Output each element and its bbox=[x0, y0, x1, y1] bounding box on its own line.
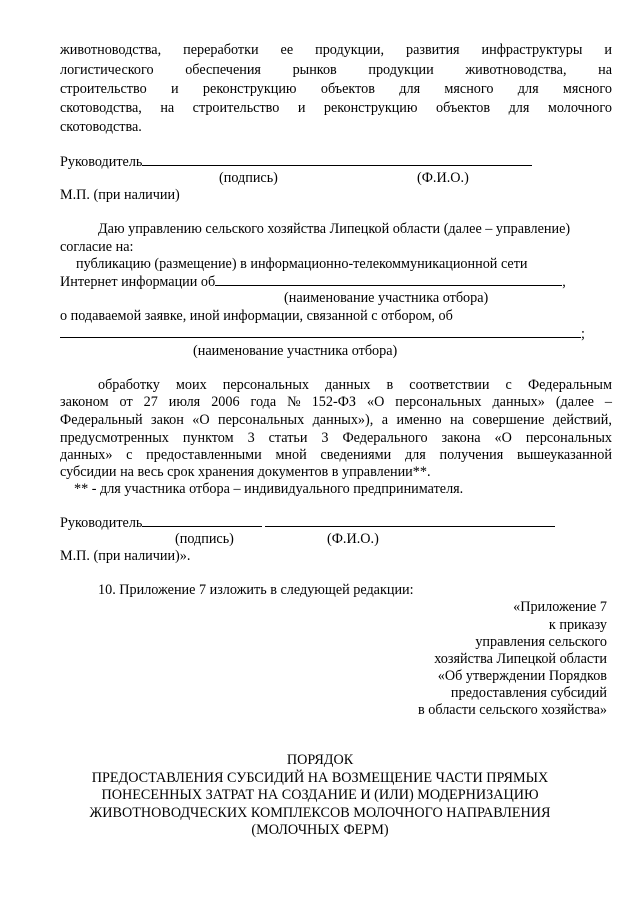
word: с bbox=[126, 447, 133, 463]
word: предоставленными bbox=[146, 447, 262, 463]
word: обработку bbox=[98, 377, 160, 393]
word: мясного bbox=[562, 81, 612, 97]
word: обеспечения bbox=[185, 62, 261, 78]
consent-line-1: Даю управлению сельского хозяйства Липецкой области (далее – управление) bbox=[98, 221, 571, 237]
podpis-caption: (подпись) bbox=[175, 531, 234, 547]
word: животноводства, bbox=[60, 42, 162, 58]
word: 3 bbox=[321, 430, 329, 446]
participant-name-blank-2 bbox=[60, 325, 581, 338]
word: (далее bbox=[555, 394, 594, 410]
word: с bbox=[505, 377, 512, 393]
appendix-line-1: «Приложение 7 bbox=[513, 599, 607, 615]
participant-caption-2: (наименование участника отбора) bbox=[193, 343, 398, 359]
paragraph-2-line-5 bbox=[60, 447, 612, 464]
word: 2006 bbox=[211, 394, 240, 410]
word: молочного bbox=[547, 100, 612, 116]
heading-line-2: ПРЕДОСТАВЛЕНИЯ СУБСИДИЙ НА ВОЗМЕЩЕНИЕ ЧАСТИ ПРЯМЫХ bbox=[91, 770, 549, 786]
word: именно bbox=[396, 412, 442, 428]
word: 27 bbox=[143, 394, 158, 410]
word: объектов bbox=[435, 100, 491, 116]
word: статьи bbox=[268, 430, 308, 446]
word: совершение bbox=[472, 412, 545, 428]
word: животноводства, bbox=[465, 62, 567, 78]
word: года bbox=[250, 394, 277, 410]
word: Федеральным bbox=[527, 377, 612, 393]
item-10: 10. Приложение 7 изложить в следующей редакции: bbox=[98, 582, 414, 598]
word: логистического bbox=[60, 62, 154, 78]
consent-line-4 bbox=[60, 273, 566, 291]
paragraph-2-line-6: субсидии на весь срок хранения документов в управлении**. bbox=[60, 464, 431, 480]
word: закон bbox=[151, 412, 184, 428]
word: для bbox=[399, 81, 421, 97]
appendix-line-6: предоставления субсидий bbox=[450, 685, 607, 701]
word: на bbox=[450, 412, 464, 428]
word: закона bbox=[441, 430, 481, 446]
consent-line-2: согласие на: bbox=[60, 239, 134, 255]
word: данных»), bbox=[312, 412, 374, 428]
fio-caption: (Ф.И.О.) bbox=[327, 531, 379, 547]
word: мной bbox=[275, 447, 307, 463]
consent-line-7 bbox=[60, 325, 585, 343]
word: развития bbox=[405, 42, 460, 58]
word: переработки bbox=[183, 42, 259, 58]
word: инфраструктуры bbox=[481, 42, 583, 58]
word: строительство bbox=[60, 81, 147, 97]
appendix-line-5: «Об утверждении Порядков bbox=[437, 668, 607, 684]
word: соответствии bbox=[409, 377, 490, 393]
word: персональных bbox=[222, 377, 309, 393]
word: и bbox=[604, 42, 612, 58]
stamp-note: М.П. (при наличии)». bbox=[60, 548, 191, 564]
paragraph-1-line-2 bbox=[60, 62, 612, 79]
appendix-line-7: в области сельского хозяйства» bbox=[418, 702, 607, 718]
paragraph-2-line-2 bbox=[60, 394, 612, 411]
heading-line-3: ПОНЕСЕННЫХ ЗАТРАТ НА СОЗДАНИЕ И (ИЛИ) МОДЕРНИЗАЦИЮ bbox=[101, 787, 539, 803]
word: предусмотренных bbox=[60, 430, 169, 446]
word: для bbox=[508, 100, 530, 116]
paragraph-1-line-4 bbox=[60, 100, 612, 117]
paragraph-2-line-3 bbox=[60, 412, 612, 429]
paragraph-1-line-1 bbox=[60, 42, 612, 59]
word: а bbox=[381, 412, 389, 428]
word: июля bbox=[168, 394, 201, 410]
word: и bbox=[171, 81, 179, 97]
word: моих bbox=[175, 377, 207, 393]
consent-line-3: публикацию (размещение) в информационно-телекоммуникационной сети bbox=[76, 256, 528, 272]
name-blank bbox=[306, 153, 532, 166]
signature-head: Руководитель bbox=[60, 154, 143, 170]
word: получения bbox=[439, 447, 504, 463]
paragraph-2-line-1 bbox=[98, 377, 612, 394]
word: ее bbox=[280, 42, 294, 58]
word: строительство bbox=[192, 100, 280, 116]
word: продукции bbox=[368, 62, 434, 78]
word: в bbox=[386, 377, 394, 393]
word: данных» bbox=[492, 394, 545, 410]
word: реконструкцию bbox=[323, 100, 418, 116]
footnote: ** - для участника отбора – индивидуального предпринимателя. bbox=[74, 481, 464, 497]
word: данных bbox=[325, 377, 371, 393]
heading-line-4: ЖИВОТНОВОДЧЕСКИХ КОМПЛЕКСОВ МОЛОЧНОГО НАПРАВЛЕНИЯ bbox=[89, 805, 551, 821]
appendix-line-4: хозяйства Липецкой области bbox=[434, 651, 607, 667]
word: персональных bbox=[525, 430, 612, 446]
name-blank bbox=[265, 514, 555, 527]
heading-line-1: ПОРЯДОК bbox=[286, 752, 354, 768]
signature-line-1 bbox=[60, 153, 532, 171]
word: мясного bbox=[444, 81, 494, 97]
signature-head: Руководитель bbox=[60, 515, 143, 531]
word: продукции, bbox=[315, 42, 385, 58]
word: данных» bbox=[60, 447, 113, 463]
word: действий, bbox=[552, 412, 612, 428]
word: на bbox=[160, 100, 175, 116]
paragraph-1-line-3 bbox=[60, 81, 612, 98]
heading-line-5: (МОЛОЧНЫХ ФЕРМ) bbox=[251, 822, 389, 838]
word: и bbox=[297, 100, 306, 116]
paragraph-2-line-4 bbox=[60, 430, 612, 447]
fio-caption: (Ф.И.О.) bbox=[417, 170, 469, 186]
word: для bbox=[404, 447, 426, 463]
participant-name-blank bbox=[215, 273, 562, 286]
word: – bbox=[604, 394, 612, 410]
word: «О bbox=[366, 394, 385, 410]
signature-blank bbox=[142, 153, 306, 166]
word: «О bbox=[494, 430, 512, 446]
word: «О bbox=[192, 412, 210, 428]
word: Федерального bbox=[342, 430, 428, 446]
word: рынков bbox=[292, 62, 337, 78]
signature-line-2 bbox=[60, 514, 555, 532]
word: скотоводства, bbox=[60, 100, 142, 116]
word: сведениями bbox=[320, 447, 392, 463]
signature-blank bbox=[142, 514, 262, 527]
word: вышеуказанной bbox=[517, 447, 612, 463]
consent-line-6: о подаваемой заявке, иной информации, связанной с отбором, об bbox=[60, 308, 453, 324]
podpis-caption: (подпись) bbox=[219, 170, 278, 186]
consent-line-4-text: Интернет информации об bbox=[60, 274, 216, 290]
participant-caption: (наименование участника отбора) bbox=[284, 290, 489, 306]
word: персональных bbox=[395, 394, 482, 410]
comma: , bbox=[562, 274, 566, 290]
word: Федеральный bbox=[60, 412, 143, 428]
word: № bbox=[287, 394, 301, 410]
appendix-line-2: к приказу bbox=[548, 617, 607, 633]
appendix-line-3: управления сельского bbox=[475, 634, 607, 650]
semicolon: ; bbox=[581, 326, 585, 342]
word: от bbox=[119, 394, 133, 410]
word: пунктом bbox=[182, 430, 234, 446]
word: на bbox=[598, 62, 612, 78]
word: 152-ФЗ bbox=[311, 394, 357, 410]
word: 3 bbox=[247, 430, 255, 446]
word: законом bbox=[60, 394, 109, 410]
word: персональных bbox=[218, 412, 305, 428]
paragraph-1-line-5: скотоводства. bbox=[60, 119, 142, 135]
word: реконструкцию bbox=[202, 81, 297, 97]
word: для bbox=[517, 81, 539, 97]
stamp-note: М.П. (при наличии) bbox=[60, 187, 180, 203]
word: объектов bbox=[320, 81, 375, 97]
